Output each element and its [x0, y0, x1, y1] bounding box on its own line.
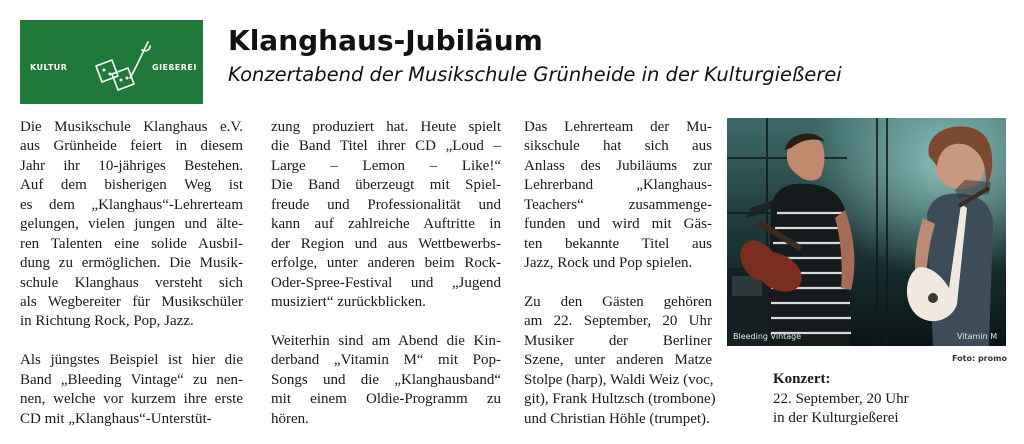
text-line: es dem „Klanghaus“-Lehrerteam: [20, 196, 243, 213]
text-line: Songs und die „Klanghausband“: [271, 371, 501, 388]
text-line: Oder-Spree-Festival und „Jugend: [271, 274, 501, 291]
band-photo: [727, 118, 1006, 346]
text-line: hören.: [271, 410, 309, 427]
text-line: dung zu ermöglichen. Die Musik-: [20, 255, 243, 272]
text-line: nen, welche vor kurzem ihre erste: [20, 391, 243, 408]
text-line: ren Talenten eine solide Ausbil-: [20, 235, 243, 252]
text-line: schule Klanghaus versteht sich: [20, 274, 243, 291]
text-line: musiziert“ zurückblicken.: [271, 293, 426, 310]
text-line: die Band Titel ihrer CD „Loud –: [271, 138, 501, 155]
logo-emblem-icon: [90, 38, 152, 100]
article-subheadline: Konzertabend der Musikschule Grünheide in der Kulturgießerei: [228, 63, 842, 86]
text-line: in Richtung Rock, Pop, Jazz.: [20, 313, 194, 330]
text-line: Jazz, Rock und Pop spielen.: [524, 255, 693, 272]
article-column-1: [20, 118, 243, 429]
text-line: Anlass des Jubiläums zur: [524, 157, 712, 174]
text-line: git), Frank Hultzsch (trombone): [524, 391, 716, 408]
text-line: Jahr ihr 10-jähriges Bestehen.: [20, 157, 243, 174]
article-column-3: [524, 118, 716, 429]
text-line: Die Band überzeugt mit Spiel-: [271, 177, 501, 194]
text-line: gelungen, vielen jungen und älte-: [20, 216, 243, 233]
article-headline: Klanghaus-Jubiläum: [228, 24, 543, 57]
text-line: Zu den Gästen gehören: [524, 293, 712, 310]
text-line: Large – Lemon – Like!“: [271, 157, 501, 174]
text-line: funden und wird mit Gäs-: [524, 216, 712, 233]
text-line: Auf dem bisherigen Weg ist: [20, 177, 243, 194]
photo-caption-left: Bleeding Vintage: [733, 332, 802, 341]
text-line: der Region und aus Wettbewerbs-: [271, 235, 501, 252]
text-line: und Christian Höhle (trumpet).: [524, 410, 710, 427]
band-photo-image: [727, 118, 1006, 346]
text-line: CD mit „Klanghaus“-Unterstüt-: [20, 410, 212, 427]
text-line: Die Musikschule Klanghaus e.V.: [20, 119, 243, 135]
paragraph-gap: [20, 332, 243, 351]
text-line: Als jüngstes Beispiel ist hier die: [20, 352, 243, 369]
logo-word-kultur: KULTUR: [30, 63, 68, 72]
text-line: Musiker der Berliner: [524, 332, 712, 349]
text-line: ten bekannte Titel aus: [524, 235, 712, 252]
concert-date: 22. September, 20 Uhr: [773, 390, 909, 407]
paragraph-gap: [524, 274, 712, 293]
text-line: derband „Vitamin M“ mit Pop-: [271, 352, 501, 369]
logo-word-giesserei: GIEßEREI: [152, 63, 197, 72]
concert-label: Konzert:: [773, 371, 831, 387]
text-line: zung produziert hat. Heute spielt: [271, 119, 501, 135]
text-line: am 22. September, 20 Uhr: [524, 313, 712, 330]
text-line: aus Grünheide feiert in diesem: [20, 138, 243, 155]
text-line: mit einem Oldie-Programm zu: [271, 391, 501, 408]
paragraph-gap: [271, 312, 501, 331]
text-line: Band „Bleeding Vintage“ zu nen-: [20, 371, 243, 388]
text-line: Lehrerband „Klanghaus-: [524, 177, 712, 194]
text-line: erfolge, unter anderen beim Rock-: [271, 255, 501, 272]
kulturgiesserei-logo: [20, 20, 203, 104]
photo-caption-right: Vitamin M: [957, 332, 998, 341]
concert-info: [773, 370, 909, 429]
photo-credit: Foto: promo: [952, 354, 1007, 363]
text-line: Das Lehrerteam der Mu-: [524, 119, 712, 135]
concert-venue: in der Kulturgießerei: [773, 410, 899, 426]
text-line: Stolpe (harp), Waldi Weiz (voc,: [524, 371, 714, 388]
text-line: als Wegbereiter für Musikschüler: [20, 293, 243, 310]
text-line: Teachers“ zusammenge-: [524, 196, 712, 213]
text-line: freude und Professionalität und: [271, 196, 501, 213]
article-column-2: [271, 118, 501, 429]
text-line: kann auf zahlreiche Auftritte in: [271, 216, 501, 233]
text-line: Weiterhin sind am Abend die Kin-: [271, 332, 501, 349]
text-line: sikschule hat sich aus: [524, 138, 712, 155]
text-line: Szene, unter anderen Matze: [524, 352, 712, 369]
